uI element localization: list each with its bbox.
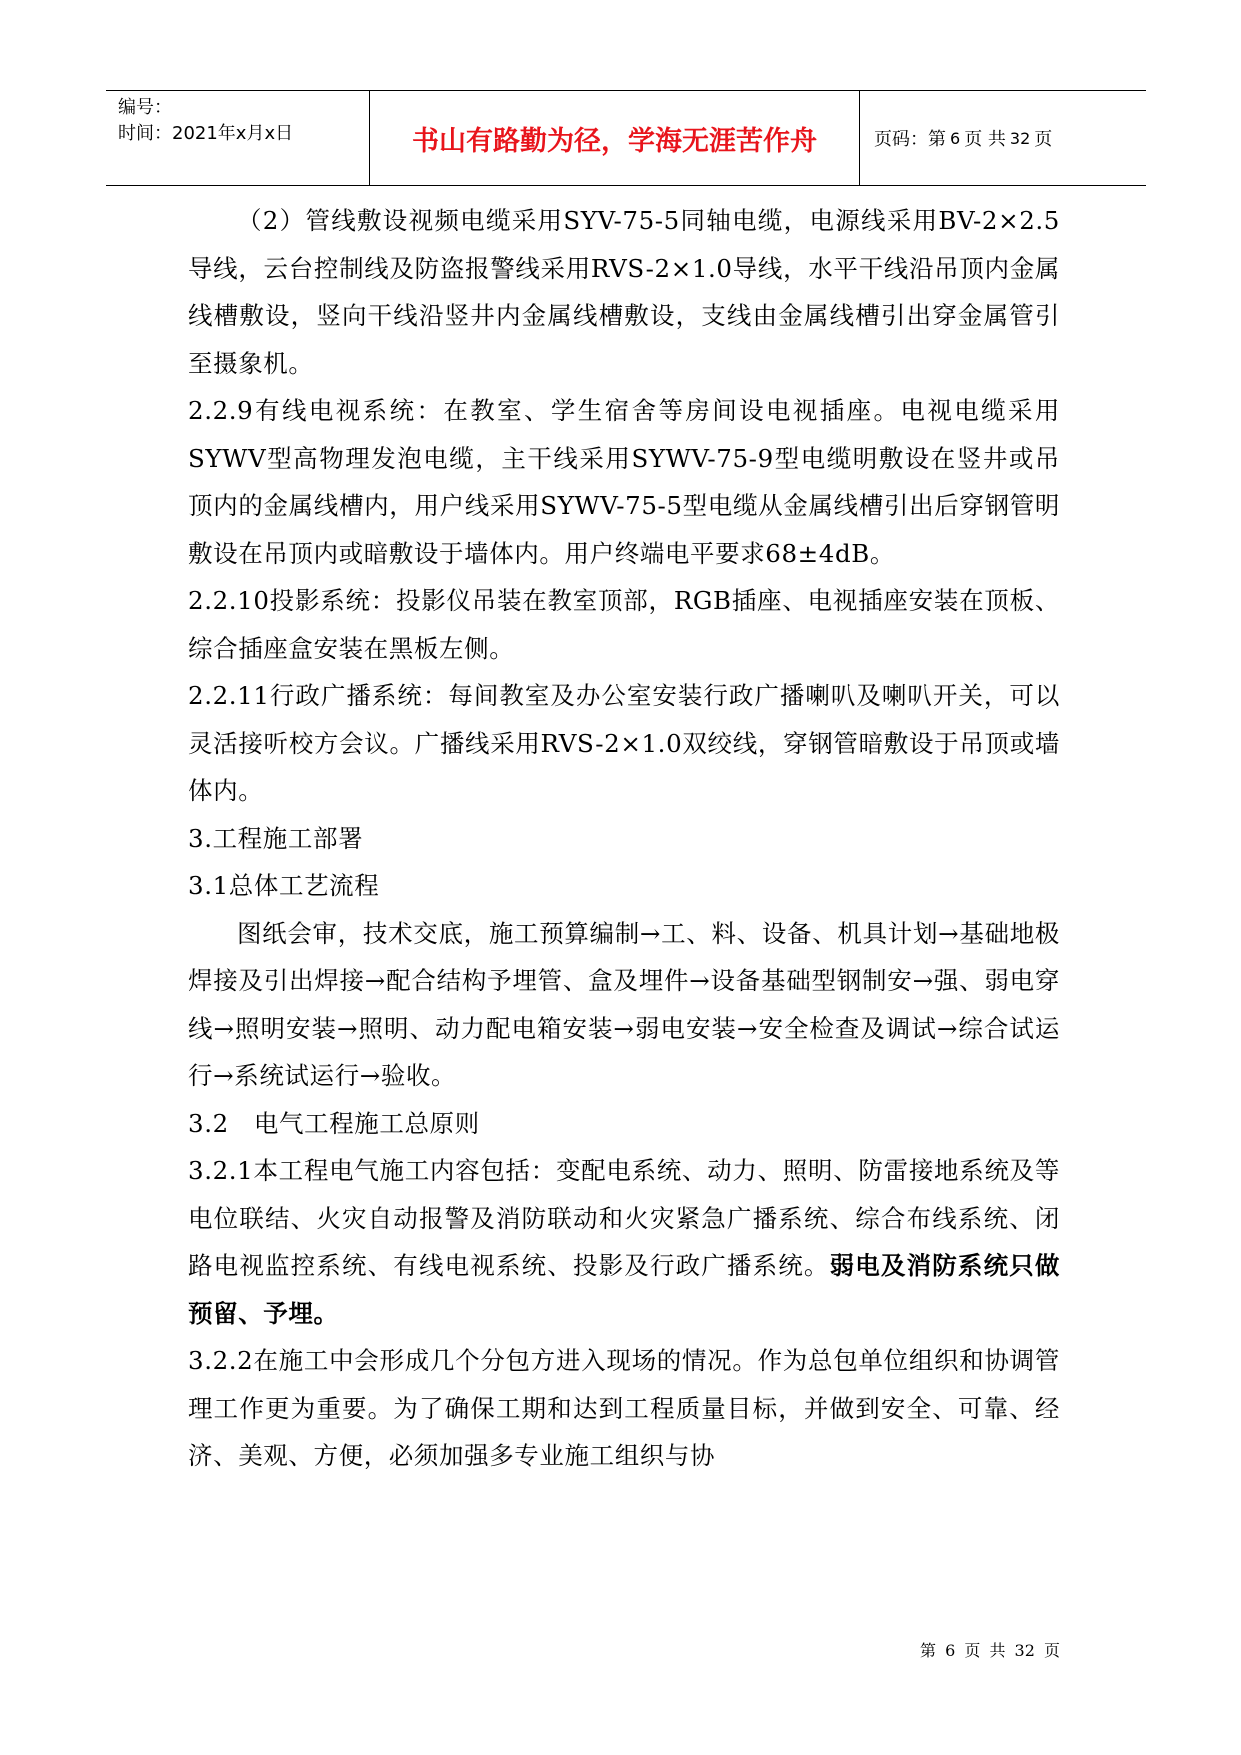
page-header <box>106 90 1146 186</box>
section-heading-3-1: 3.1总体工艺流程 <box>188 871 380 900</box>
paragraph-pipeline: （2）管线敷设视频电缆采用SYV-75-5同轴电缆，电源线采用BV-2×2.5导线，云台控制线及防盗报警线采用RVS-2×1.0导线，水平干线沿吊顶内金属线槽敷设，竖向干线沿竖井内金属线槽敷设，支线由金属线槽引出穿金属管引至摄象机。 <box>188 206 1060 378</box>
page-mid-label: 页 共 <box>964 129 1006 150</box>
document-body <box>188 197 1060 1480</box>
paragraph-process-flow: 图纸会审，技术交底，施工预算编制→工、料、设备、机具计划→基础地极焊接及引出焊接→配合结构予埋管、盒及埋件→设备基础型钢制安→强、弱电穿线→照明安装→照明、动力配电箱安装→弱电安装→安全检查及调试→综合试运行→系统试运行→验收。 <box>188 918 1060 1090</box>
header-info-cell <box>106 91 370 185</box>
paragraph-cable-tv: 2.2.9有线电视系统：在教室、学生宿舍等房间设电视插座。电视电缆采用SYWV型高物理发泡电缆，主干线采用SYWV-75-9型电缆明敷设在竖井或吊顶内的金属线槽内，用户线采用SYWV-75-5型电缆从金属线槽引出后穿钢管明敷设在吊顶内或暗敷设于墙体内。用户终端电平要求68±4dB。 <box>188 396 1060 568</box>
paragraph-projection: 2.2.10投影系统：投影仪吊装在教室顶部，RGB插座、电视插座安装在顶板、综合插座盒安装在黑板左侧。 <box>188 586 1060 663</box>
page-total: 32 <box>1009 128 1031 148</box>
section-heading-3: 3.工程施工部署 <box>188 823 364 853</box>
paragraph-3-2-1 <box>188 1147 1060 1337</box>
page-number: 6 <box>950 128 961 148</box>
page-end-label: 页 <box>1034 129 1053 150</box>
document-number-label: 编号： <box>118 97 172 118</box>
header-motto: 书山有路勤为径，学海无涯苦作舟 <box>370 91 860 185</box>
paragraph-broadcast: 2.2.11行政广播系统：每间教室及办公室安装行政广播喇叭及喇叭开关，可以灵活接听校方会议。广播线采用RVS-2×1.0双绞线，穿钢管暗敷设于吊顶或墙体内。 <box>188 681 1060 805</box>
section-heading-3-2: 3.2 电气工程施工总原则 <box>188 1108 480 1138</box>
paragraph-3-2-1-text: 3.2.1本工程电气施工内容包括：变配电系统、动力、照明、防雷接地系统及等电位联结、火灾自动报警及消防联动和火灾紧急广播系统、综合布线系统、闭路电视监控系统、有线电视系统、投影及行政广播系统。 <box>188 1156 1060 1280</box>
header-page-indicator <box>860 91 1146 185</box>
page-footer: 第 6 页 共 32 页 <box>920 1641 1060 1660</box>
paragraph-3-2-1-bold: 弱电及消防系统只做预留、予埋。 <box>188 1251 1061 1328</box>
paragraph-3-2-2: 3.2.2在施工中会形成几个分包方进入现场的情况。作为总包单位组织和协调管理工作更为重要。为了确保工期和达到工程质量目标，并做到安全、可靠、经济、美观、方便，必须加强多专业施工组织与协 <box>188 1346 1060 1470</box>
document-time-label: 时间：2021年x月x日 <box>118 123 294 144</box>
page-label: 页码：第 <box>874 129 946 150</box>
